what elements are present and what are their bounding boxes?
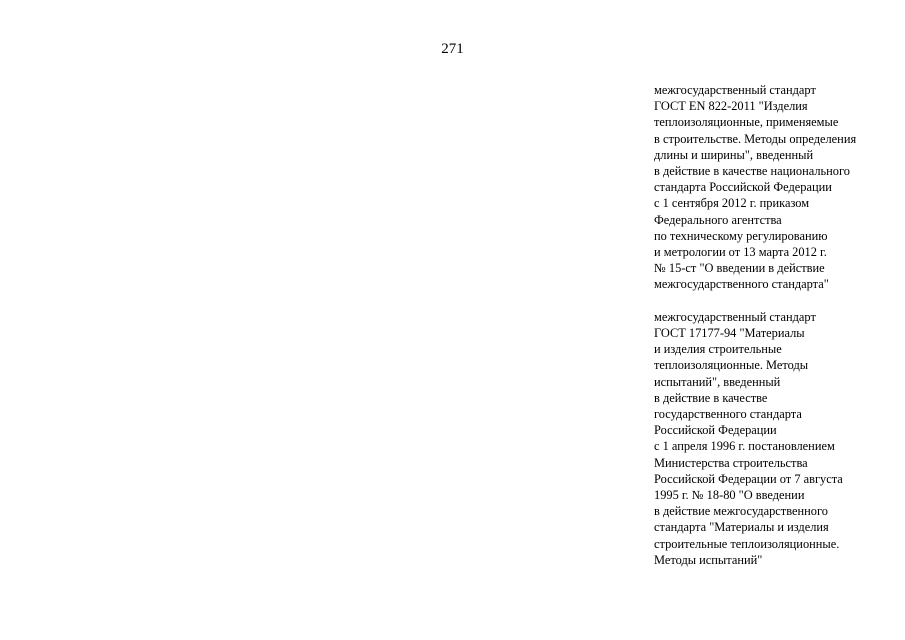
text-line: № 15-ст "О введении в действие — [654, 261, 825, 276]
text-line: длины и ширины", введенный — [654, 147, 814, 162]
text-line: стандарта "Материалы и изделия — [654, 520, 829, 535]
standards-text-column — [654, 82, 899, 584]
text-line: межгосударственного стандарта" — [654, 277, 829, 292]
paragraph-gost-en-822 — [654, 82, 899, 293]
text-line: в действие в качестве — [654, 390, 768, 405]
page-number: 271 — [441, 41, 464, 57]
text-line: 1995 г. № 18-80 "О введении — [654, 488, 805, 503]
text-line: теплоизоляционные, применяемые — [654, 115, 839, 130]
text-line: в действие в качестве национального — [654, 164, 850, 179]
text-line: ГОСТ 17177-94 "Материалы — [654, 326, 805, 341]
text-line: в действие межгосударственного — [654, 504, 828, 519]
text-line: межгосударственный стандарт — [654, 83, 816, 97]
text-line: и метрологии от 13 марта 2012 г. — [654, 245, 827, 260]
text-line: Методы испытаний" — [654, 552, 763, 567]
text-line: Российской Федерации — [654, 423, 777, 438]
text-line: и изделия строительные — [654, 342, 782, 357]
paragraph-gost-17177 — [654, 309, 899, 568]
text-line: с 1 сентября 2012 г. приказом — [654, 196, 810, 211]
text-line: по техническому регулированию — [654, 228, 828, 243]
text-line: испытаний", введенный — [654, 374, 781, 389]
text-line: строительные теплоизоляционные. — [654, 536, 840, 551]
text-line: ГОСТ EN 822-2011 "Изделия — [654, 99, 808, 114]
text-line: теплоизоляционные. Методы — [654, 358, 809, 373]
text-line: государственного стандарта — [654, 407, 802, 422]
text-line: с 1 апреля 1996 г. постановлением — [654, 439, 835, 454]
text-line: в строительстве. Методы определения — [654, 131, 857, 146]
text-line: Министерства строительства — [654, 455, 808, 470]
text-line: стандарта Российской Федерации — [654, 180, 832, 195]
text-line: межгосударственный стандарт — [654, 309, 816, 324]
text-line: Федерального агентства — [654, 212, 782, 227]
text-line: Российской Федерации от 7 августа — [654, 471, 843, 486]
